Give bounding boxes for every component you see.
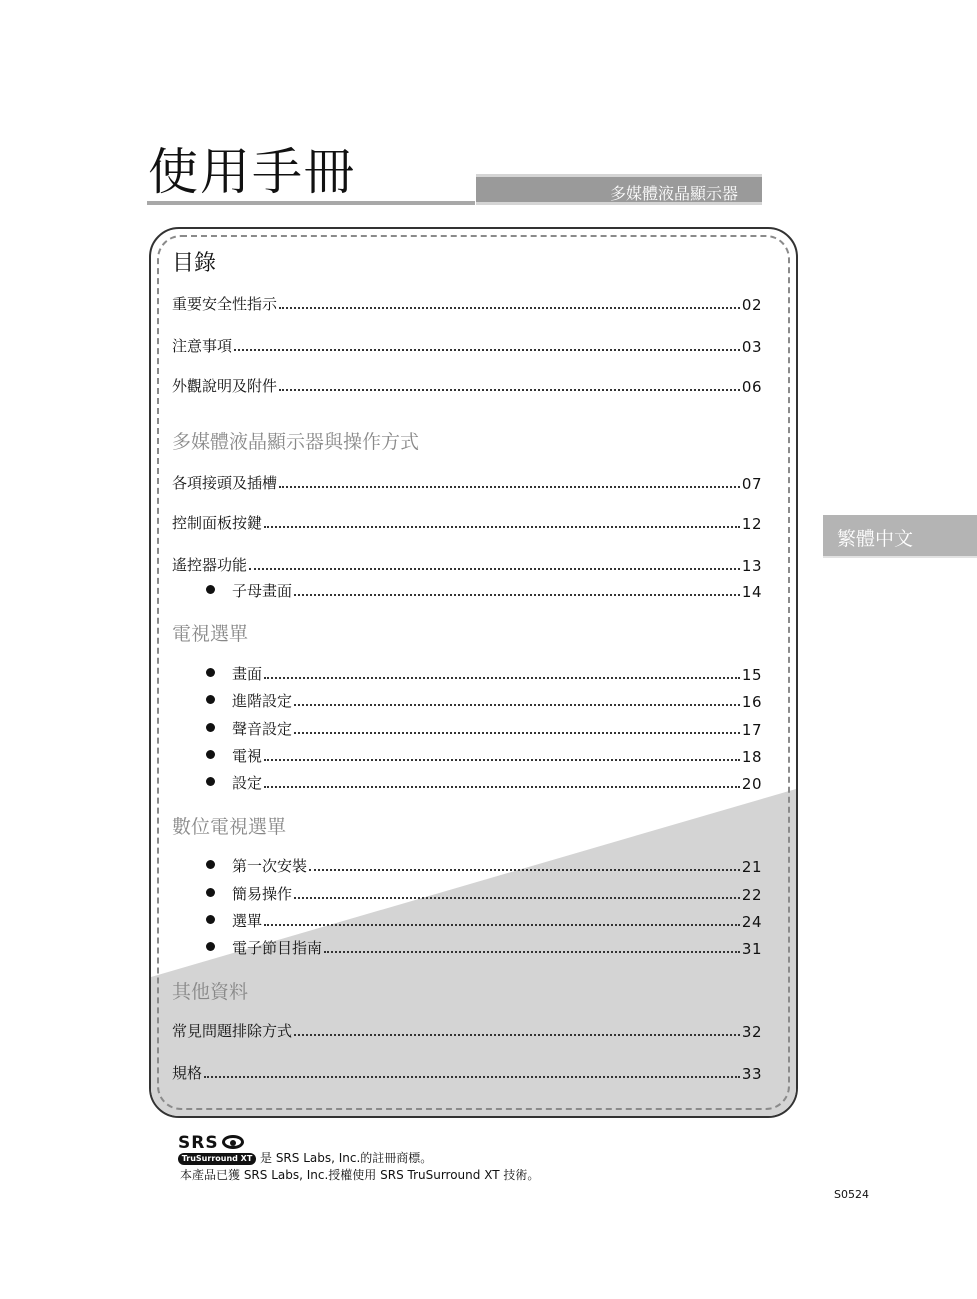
bullet-icon [206,723,215,732]
toc-entry-page: 06 [741,378,762,396]
toc-subentry[interactable] [232,909,762,931]
subtitle-bar [476,174,762,205]
toc-entry-label: 規格 [172,1064,203,1082]
srs-logo-text: SRS [178,1133,219,1153]
toc-subentry[interactable] [232,662,762,684]
dot-leader [294,1033,740,1036]
toc-entry-label: 設定 [232,774,263,792]
toc-entry[interactable] [172,553,762,575]
toc-entry-label: 控制面板按鍵 [172,514,263,532]
toc-entry-label: 簡易操作 [232,885,293,903]
bullet-icon [206,585,215,594]
toc-entry[interactable] [172,471,762,493]
bullet-icon [206,777,215,786]
dot-leader [264,758,740,761]
toc-entry-page: 15 [741,666,762,684]
toc-subentry[interactable] [232,771,762,793]
bullet-icon [206,695,215,704]
toc-entry-page: 31 [741,940,762,958]
document-code: S0524 [834,1188,869,1201]
toc-entry[interactable] [172,334,762,356]
srs-circle-icon [222,1135,244,1149]
toc-entry-page: 03 [741,338,762,356]
toc-entry-page: 20 [741,775,762,793]
toc-entry-label: 電子節目指南 [232,939,323,957]
bullet-icon [206,942,215,951]
toc-entry[interactable] [172,1019,762,1041]
dot-leader [279,388,740,391]
language-tab-label: 繁體中文 [837,528,914,550]
bullet-icon [206,860,215,869]
bullet-icon [206,668,215,677]
dot-leader [264,785,740,788]
toc-section-title: 電視選單 [172,623,249,645]
toc-entry-page: 32 [741,1023,762,1041]
dot-leader [264,676,740,679]
toc-entry-label: 畫面 [232,665,263,683]
toc-subentry[interactable] [232,717,762,739]
dot-leader [294,731,740,734]
toc-entry-label: 重要安全性指示 [172,295,278,313]
toc-subentry[interactable] [232,689,762,711]
dot-leader [294,593,740,596]
toc-entry-page: 24 [741,913,762,931]
toc-entry[interactable] [172,374,762,396]
toc-subentry[interactable] [232,936,762,958]
dot-leader [249,567,740,570]
toc-section-title: 多媒體液晶顯示器與操作方式 [172,431,420,453]
toc-entry-label: 電視 [232,747,263,765]
product-subtitle: 多媒體液晶顯示器 [609,184,738,203]
manual-title: 使用手冊 [148,143,356,201]
toc-section-title: 數位電視選單 [172,816,287,838]
toc-entry-page: 02 [741,296,762,314]
toc-entry-label: 子母畫面 [232,582,293,600]
toc-entry-label: 選單 [232,912,263,930]
toc-entry-page: 16 [741,693,762,711]
toc-entry-label: 各項接頭及插槽 [172,474,278,492]
toc-entry-label: 進階設定 [232,692,293,710]
toc-subentry[interactable] [232,744,762,766]
toc-entry[interactable] [172,1061,762,1083]
trademark-note: 是 SRS Labs, Inc.的註冊商標。 [260,1151,433,1165]
dot-leader [294,896,740,899]
toc-entry-label: 遙控器功能 [172,556,248,574]
language-tab [823,515,977,558]
toc-entry[interactable] [172,292,762,314]
dot-leader [279,485,740,488]
dot-leader [324,950,740,953]
toc-subentry[interactable] [232,882,762,904]
toc-entry-page: 14 [741,583,762,601]
toc-entry-page: 33 [741,1065,762,1083]
bullet-icon [206,915,215,924]
dot-leader [309,868,740,871]
toc-entry-label: 聲音設定 [232,720,293,738]
toc-entry-page: 22 [741,886,762,904]
toc-entry-page: 21 [741,858,762,876]
dot-leader [264,525,740,528]
srs-logo-sub: TruSurround XT [178,1153,256,1165]
dot-leader [264,923,740,926]
dot-leader [279,306,740,309]
toc-entry-label: 外觀說明及附件 [172,377,278,395]
bullet-icon [206,888,215,897]
toc-subentry[interactable] [232,854,762,876]
toc-entry-page: 12 [741,515,762,533]
toc-entry-page: 17 [741,721,762,739]
license-note: 本產品已獲 SRS Labs, Inc.授權使用 SRS TruSurround XT 技術。 [180,1168,540,1182]
bullet-icon [206,750,215,759]
title-underline [147,201,475,205]
toc-entry-label: 第一次安裝 [232,857,308,875]
toc-subentry[interactable] [232,579,762,601]
toc-entry-page: 13 [741,557,762,575]
toc-entry-label: 注意事項 [172,337,233,355]
toc-entry[interactable] [172,511,762,533]
toc-entry-page: 18 [741,748,762,766]
dot-leader [204,1075,740,1078]
toc-heading: 目錄 [172,251,217,276]
toc-entry-page: 07 [741,475,762,493]
srs-logo [178,1134,260,1166]
dot-leader [234,348,740,351]
toc-entry-label: 常見問題排除方式 [172,1022,293,1040]
dot-leader [294,703,740,706]
toc-section-title: 其他資料 [172,981,249,1003]
